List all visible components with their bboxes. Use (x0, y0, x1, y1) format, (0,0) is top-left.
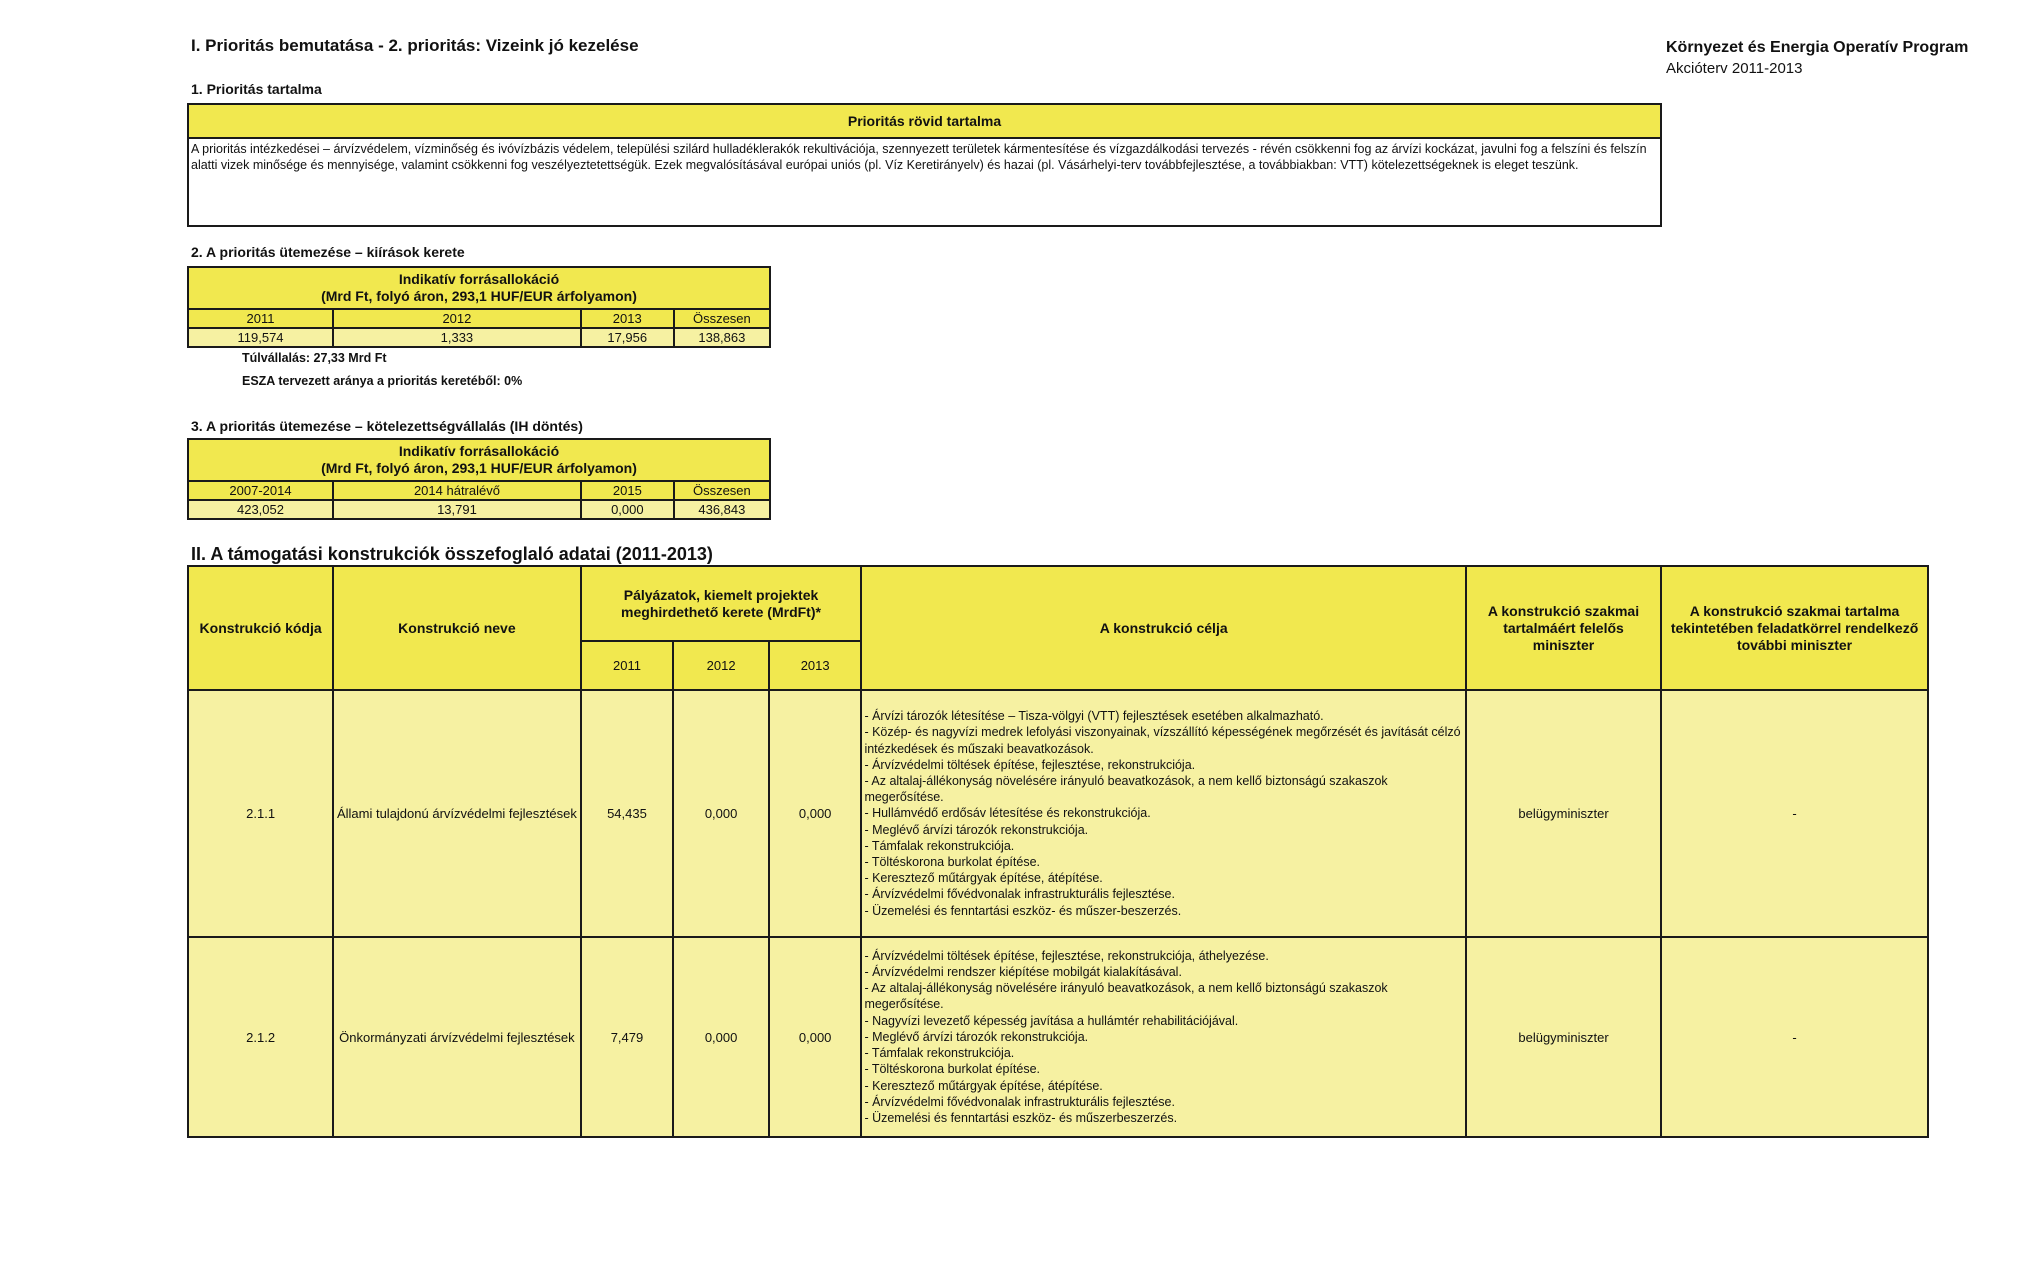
section2-heading: 2. A prioritás ütemezése – kiírások kerete (191, 244, 465, 260)
column-header: 2013 (581, 309, 674, 328)
year-header: 2012 (673, 641, 769, 690)
table-row (188, 690, 1928, 937)
responsible-minister: belügyminiszter (1466, 690, 1661, 937)
budget-2012: 0,000 (673, 937, 769, 1137)
col-other-minister-header: A konstrukció szakmai tartalma tekintetében feladatkörrel rendelkező további miniszter (1661, 566, 1928, 690)
budget-2012: 0,000 (673, 690, 769, 937)
budget-2011: 7,479 (581, 937, 674, 1137)
column-header: 2015 (581, 481, 674, 500)
column-header: Összesen (674, 481, 770, 500)
value-cell: 423,052 (188, 500, 333, 519)
section3-heading: 3. A prioritás ütemezése – kötelezettségvállalás (IH döntés) (191, 418, 583, 434)
schedule-calls-header-line2: (Mrd Ft, folyó áron, 293,1 HUF/EUR árfolyamon) (321, 288, 637, 304)
year-header: 2011 (581, 641, 674, 690)
program-title: Környezet és Energia Operatív Program (1666, 39, 1969, 56)
program-subtitle: Akcióterv 2011-2013 (1666, 60, 1803, 77)
value-cell: 13,791 (333, 500, 581, 519)
col-name-header: Konstrukció neve (333, 566, 580, 690)
schedule-commitment-header-line1: Indikatív forrásallokáció (398, 443, 560, 459)
priority-content-header: Prioritás rövid tartalma (188, 104, 1661, 138)
schedule-calls-header (188, 267, 770, 309)
value-cell: 1,333 (333, 328, 581, 347)
priority-content-table (187, 103, 1662, 227)
column-header: 2007-2014 (188, 481, 333, 500)
overcommitment-note: Túlvállalás: 27,33 Mrd Ft (242, 351, 387, 365)
esza-note: ESZA tervezett aránya a prioritás keretéből: 0% (242, 374, 523, 388)
schedule-commitment-table (187, 438, 771, 520)
schedule-calls-table (187, 266, 771, 348)
column-header: 2011 (188, 309, 333, 328)
value-cell: 0,000 (581, 500, 674, 519)
value-cell: 436,843 (674, 500, 770, 519)
column-header: 2012 (333, 309, 581, 328)
other-minister: - (1661, 937, 1928, 1137)
construction-goal (861, 690, 1466, 937)
column-header: 2014 hátralévő (333, 481, 581, 500)
construction-code: 2.1.2 (188, 937, 333, 1137)
budget-2013: 0,000 (769, 937, 862, 1137)
schedule-calls-header-line1: Indikatív forrásallokáció (398, 271, 560, 287)
value-cell: 119,574 (188, 328, 333, 347)
construction-goal-text: - Árvízi tározók létesítése – Tisza-völgyi (VTT) fejlesztések esetében alkalmazható. - Közép- és nagyvízi medrek lefolyási viszonyainak, vízszállító képességének megőrzését és javítását célzó intézkedések és műszaki beavatkozások. - Árvízvédelmi töltések építése, fejlesztése, rekonstrukciója. - Az altalaj-állékonyság növelésére irányuló beavatkozások, a nem kellő biztonságú szakaszok megerősítése. - Hullámvédő erdősáv létesítése és rekonstrukciója. - Meglévő árvízi tározók rekonstrukciója. - Támfalak rekonstrukciója. - Töltéskorona burkolat építése. - Keresztező műtárgyak építése, átépítése. - Árvízvédelmi fővédvonalak infrastrukturális fejlesztése. - Üzemelési és fenntartási eszköz- és műszer-beszerzés. (864, 709, 1461, 918)
col-goal-header: A konstrukció célja (861, 566, 1466, 690)
budget-2013: 0,000 (769, 690, 862, 937)
other-minister: - (1661, 690, 1928, 937)
page-title: I. Prioritás bemutatása - 2. prioritás: Vizeink jó kezelése (191, 36, 639, 55)
table-row (188, 937, 1928, 1137)
constructions-table (187, 565, 1929, 1138)
col-minister-header: A konstrukció szakmai tartalmáért felelős miniszter (1466, 566, 1661, 690)
responsible-minister: belügyminiszter (1466, 937, 1661, 1137)
value-cell: 17,956 (581, 328, 674, 347)
value-cell: 138,863 (674, 328, 770, 347)
construction-goal (861, 937, 1466, 1137)
schedule-commitment-header (188, 439, 770, 481)
construction-code: 2.1.1 (188, 690, 333, 937)
construction-goal-text: - Árvízvédelmi töltések építése, fejlesztése, rekonstrukciója, áthelyezése. - Árvízvédelmi rendszer kiépítése mobilgát kialakításával. - Az altalaj-állékonyság növelésére irányuló beavatkozások, a nem kellő biztonságú szakaszok megerősítése. - Nagyvízi levezető képesség javítása a hullámtér rehabilitációjával. - Meglévő árvízi tározók rekonstrukciója. - Támfalak rekonstrukciója. - Töltéskorona burkolat építése. - Keresztező műtárgyak építése, átépítése. - Árvízvédelmi fővédvonalak infrastrukturális fejlesztése. - Üzemelési és fenntartási eszköz- és műszerbeszerzés. (864, 948, 1388, 1125)
year-header: 2013 (769, 641, 862, 690)
col-budget-header: Pályázatok, kiemelt projektek meghirdethető kerete (MrdFt)* (581, 566, 862, 641)
section4-heading: II. A támogatási konstrukciók összefoglaló adatai (2011-2013) (191, 544, 713, 564)
priority-content-description: A prioritás intézkedései – árvízvédelem, vízminőség és ivóvízbázis védelem, települési szilárd hulladéklerakók rekultivációja, szennyezett területek kármentesítése és vízgazdálkodási tervezés - révén csökkenni fog az árvízi kockázat, javulni fog a felszíni és felszín alatti vizek minősége és mennyisége, valamint csökkenni fog veszélyeztetettségük. Ezek megvalósításával európai uniós (pl. Víz Keretirányelv) és hazai (pl. Vásárhelyi-terv továbbfejlesztése, a továbbiakban: VTT) kötelezettségeknek is eleget teszünk. (188, 138, 1661, 226)
section1-heading: 1. Prioritás tartalma (191, 81, 322, 97)
column-header: Összesen (674, 309, 770, 328)
schedule-commitment-header-line2: (Mrd Ft, folyó áron, 293,1 HUF/EUR árfolyamon) (321, 460, 637, 476)
col-code-header: Konstrukció kódja (188, 566, 333, 690)
construction-name: Önkormányzati árvízvédelmi fejlesztések (333, 937, 580, 1137)
budget-2011: 54,435 (581, 690, 674, 937)
construction-name: Állami tulajdonú árvízvédelmi fejlesztések (333, 690, 580, 937)
